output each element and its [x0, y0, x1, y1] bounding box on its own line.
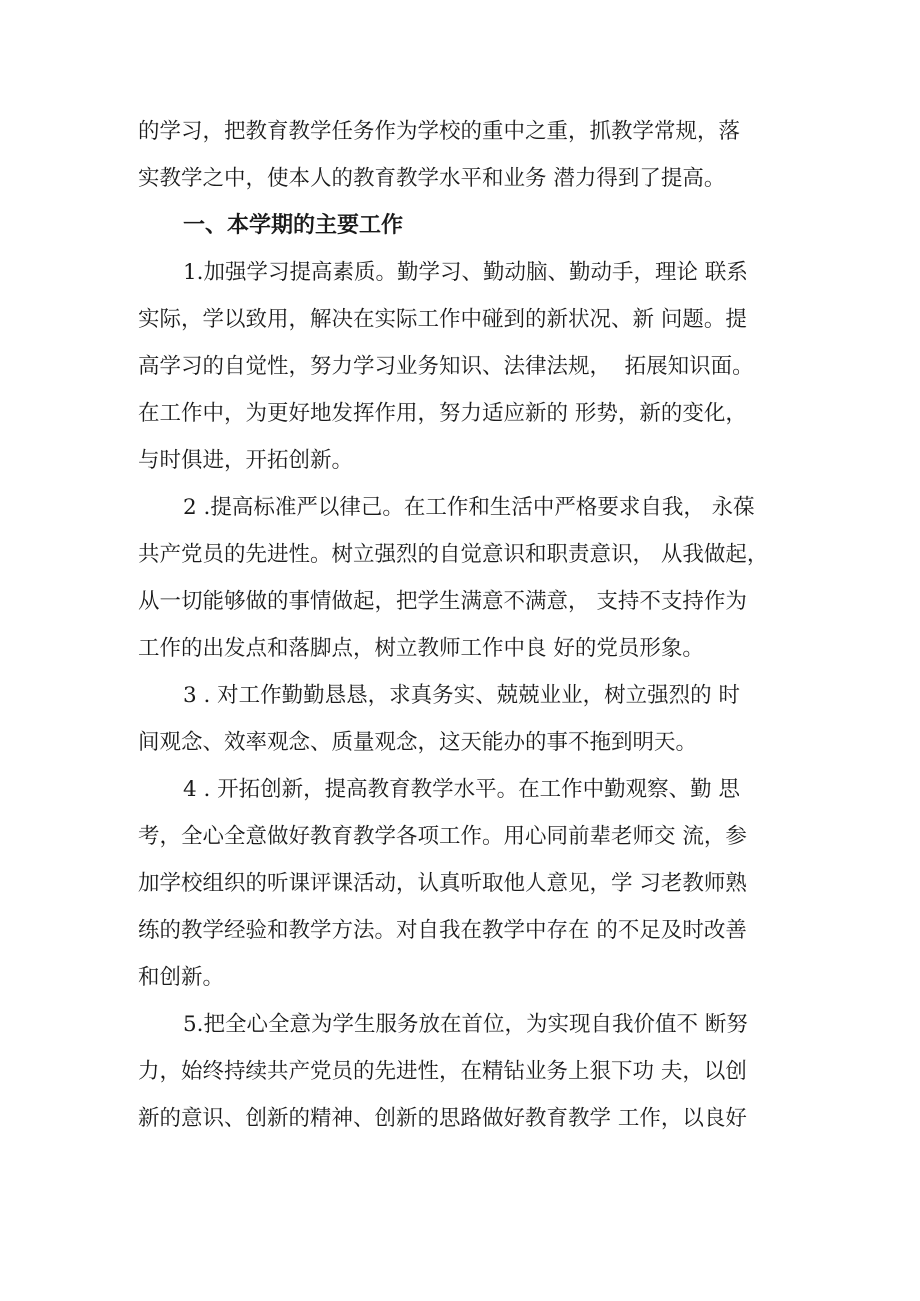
list-item	[138, 484, 798, 672]
text-line: 的学习，把教育教学任务作为学校的重中之重，抓教学常规，落	[138, 119, 741, 144]
document-page	[138, 108, 798, 1142]
text-line: 5.把全心全意为学生服务放在首位，为实现自我价值不 断努	[183, 1012, 748, 1037]
text-line: 共产党员的先进性。树立强烈的自觉意识和职责意识， 从我做起，	[138, 542, 769, 567]
intro-paragraph	[138, 108, 798, 202]
text-line: 4 . 开拓创新，提高教育教学水平。在工作中勤观察、勤 思	[183, 777, 741, 802]
text-line: 考，全心全意做好教育教学各项工作。用心同前辈老师交 流，参	[138, 824, 747, 849]
text-line: 与时俱进，开拓创新。	[138, 448, 354, 473]
text-line: 高学习的自觉性，努力学习业务知识、法律法规， 拓展知识面。	[138, 354, 754, 379]
text-line: 新的意识、创新的精神、创新的思路做好教育教学 工作，以良好	[138, 1106, 747, 1131]
list-item	[138, 1001, 798, 1142]
list-item	[138, 672, 798, 766]
text-line: 从一切能够做的事情做起，把学生满意不满意， 支持不支持作为	[138, 589, 747, 614]
text-line: 在工作中，为更好地发挥作用，努力适应新的 形势，新的变化，	[138, 401, 747, 426]
text-line: 实际，学以致用，解决在实际工作中碰到的新状况、新 问题。提	[138, 307, 747, 332]
text-line: 2 .提高标准严以律己。在工作和生活中严格要求自我， 永葆	[183, 495, 755, 520]
text-line: 练的教学经验和教学方法。对自我在教学中存在 的不足及时改善	[138, 918, 747, 943]
section-heading: 一、本学期的主要工作	[183, 213, 404, 238]
list-item	[138, 766, 798, 1001]
text-line: 实教学之中，使本人的教育教学水平和业务 潜力得到了提高。	[138, 166, 726, 191]
text-line: 力，始终持续共产党员的先进性，在精钻业务上狠下功 夫，以创	[138, 1059, 747, 1084]
text-line: 加学校组织的听课评课活动，认真听取他人意见，学 习老教师熟	[138, 871, 747, 896]
list-item	[138, 249, 798, 484]
text-line: 工作的出发点和落脚点，树立教师工作中良 好的党员形象。	[138, 636, 704, 661]
text-line: 和创新。	[138, 965, 225, 990]
text-line: 间观念、效率观念、质量观念，这天能办的事不拖到明天。	[138, 730, 698, 755]
text-line: 1.加强学习提高素质。勤学习、勤动脑、勤动手，理论 联系	[183, 260, 748, 285]
text-line: 3 . 对工作勤勤恳恳，求真务实、兢兢业业，树立强烈的 时	[183, 683, 741, 708]
